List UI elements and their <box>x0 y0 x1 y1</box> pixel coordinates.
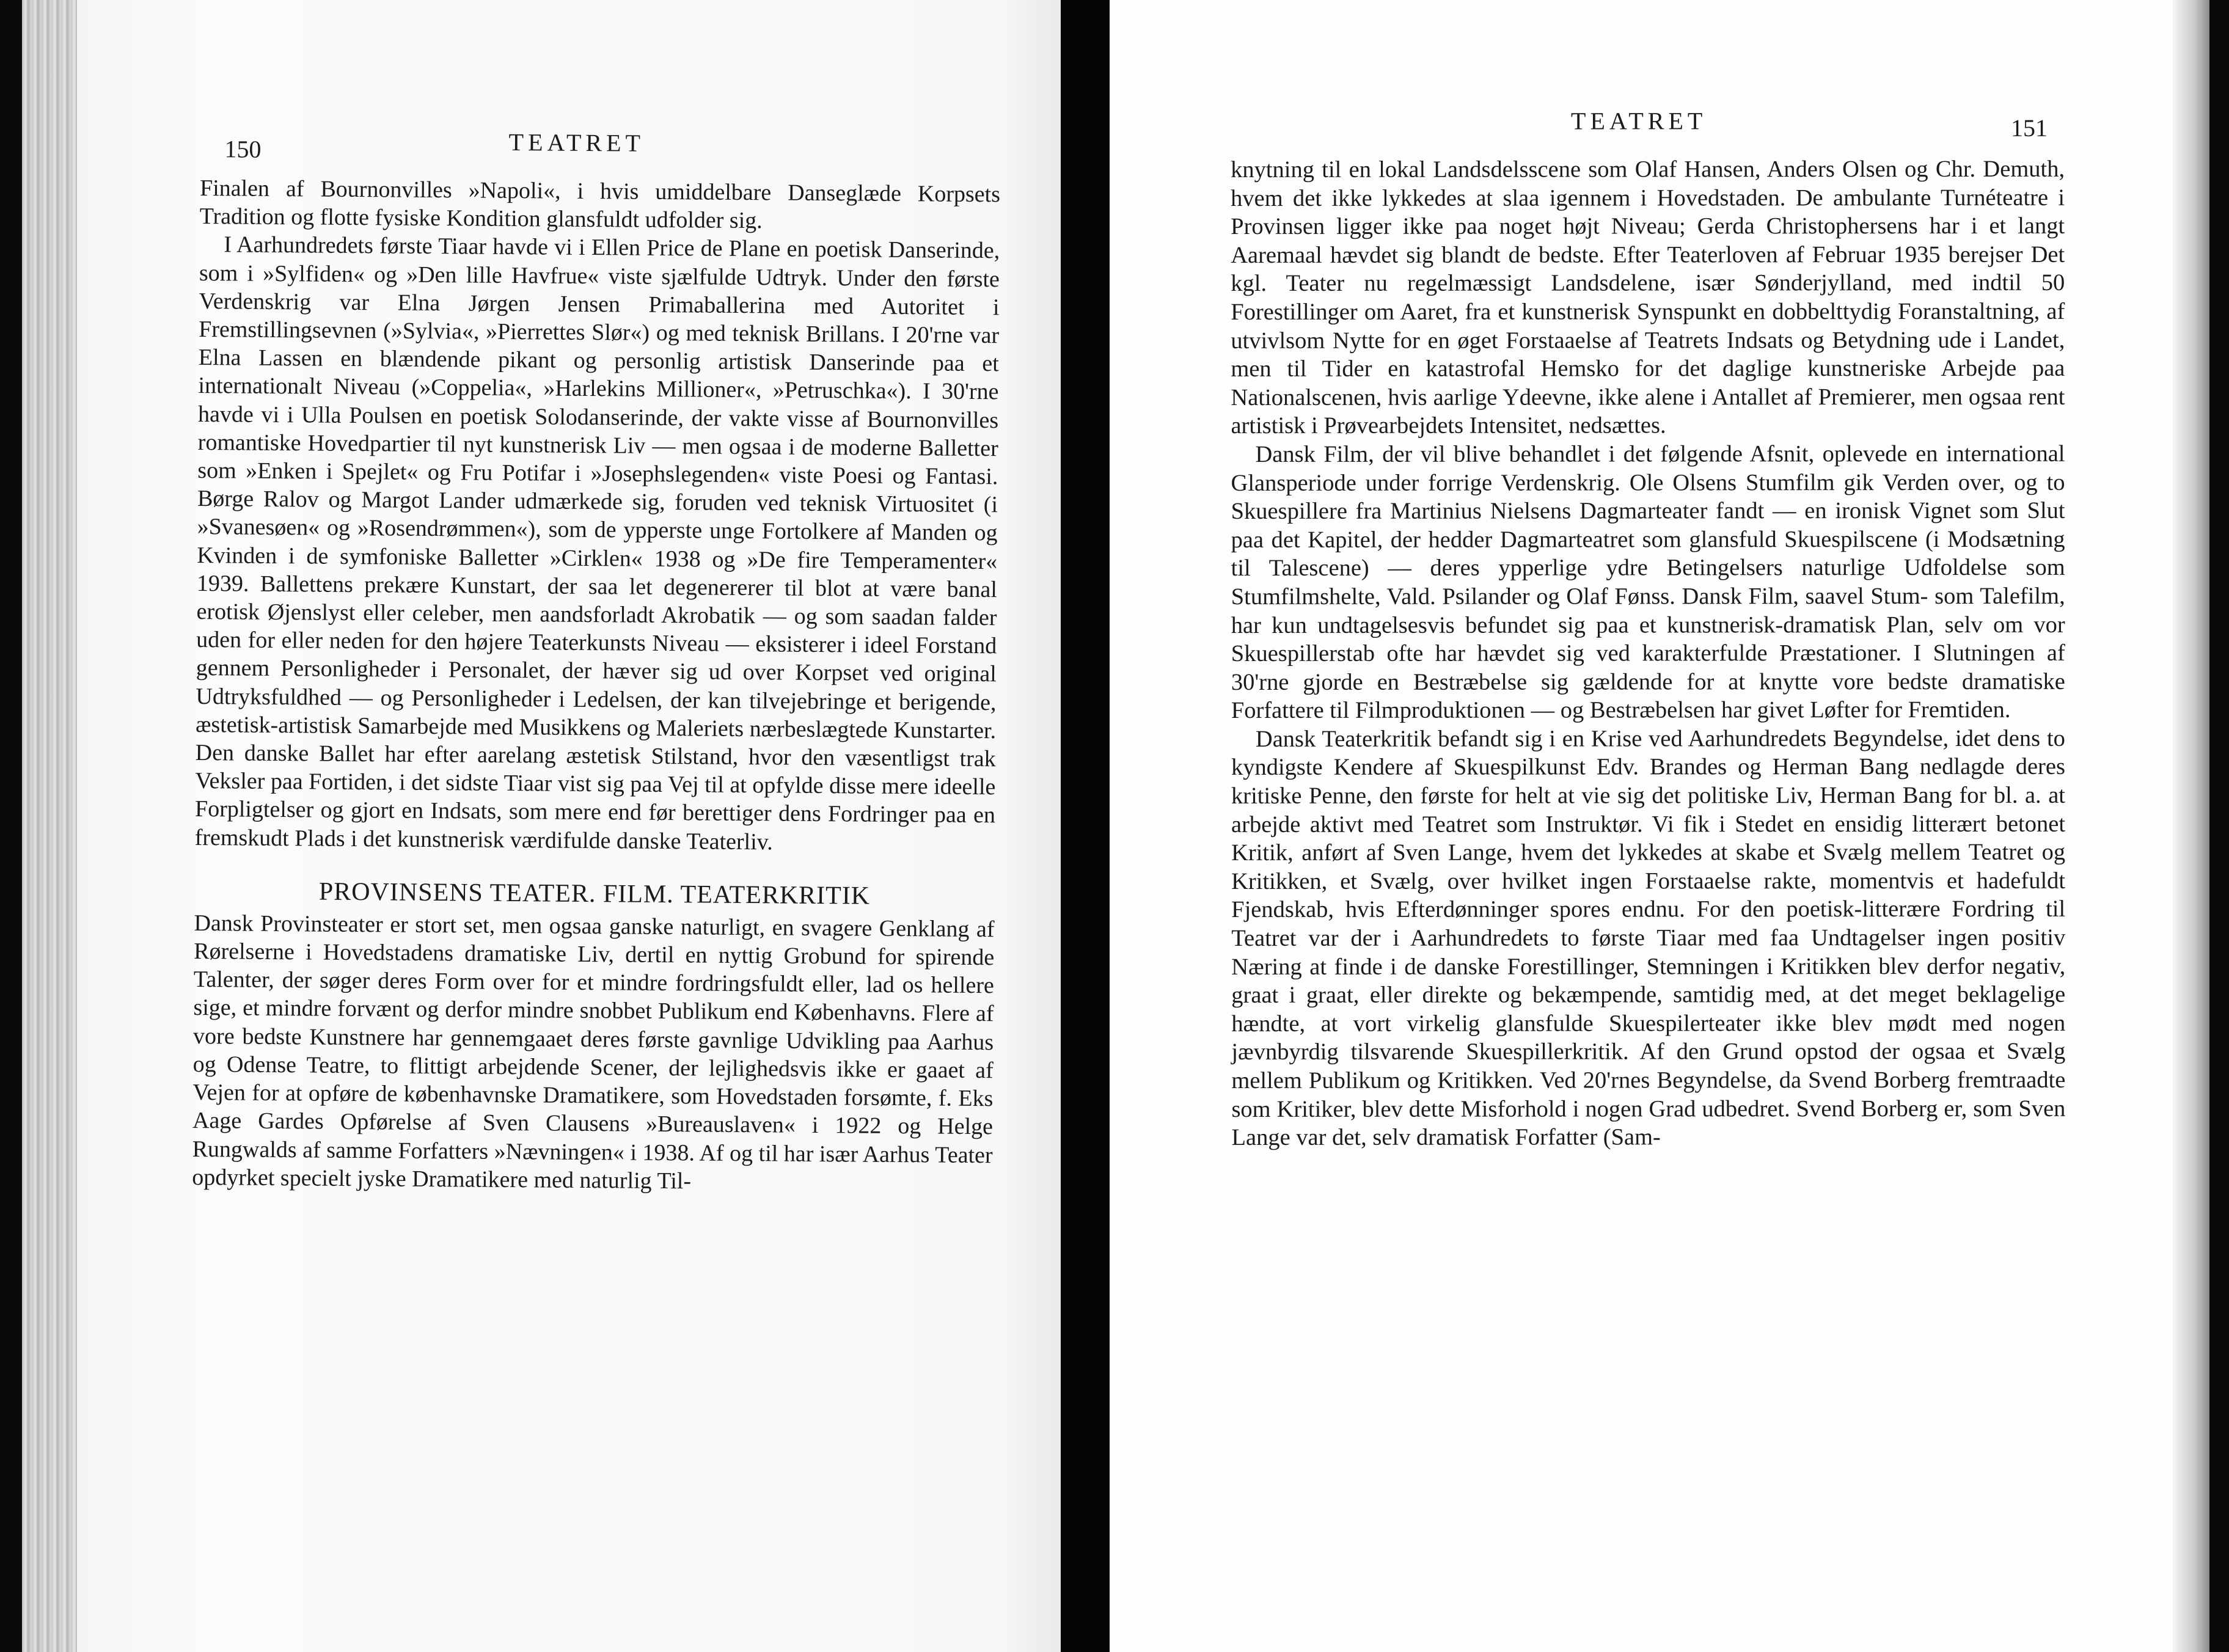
running-head <box>1231 106 2065 150</box>
running-head <box>200 113 1001 162</box>
section-heading: PROVINSENS TEATER. FILM. TEATERKRITIK <box>318 877 871 910</box>
paragraph: Dansk Teaterkritik befandt sig i en Krise ved Aarhundredets Begyndelse, idet dens to kyndigste Kendere af Skuespilkunst Edv. Brandes og Herman Bang nedlagde deres kritiske Penne, den første for helt at vie sig det politiske Liv, Herman Bang for bl. a. at arbejde aktivt med Teatret som Instruktør. Vi fik i Stedet en ensidig litterært betonet Kritik, anført af Sven Lange, hvem det lykkedes at skabe et Svælg mellem Teatret og Kritikken, et Svælg, over hvilket ingen Forstaaelse rakte, momentvis et hadefuldt Fjendskab, hvis Efterdønninger spores endnu. For den poetisk-litterære Fordring til Teatret var der i Aarhundredets to første Tiaar med faa Undtagelser ingen positiv Næring at finde i de danske Forestillinger, Stemningen i Kritikken blev derfor negativ, graat i graat, eller direkte og bekæmpende, samtidig med, at det meget beklagelige hændte, at vort virkelig glansfulde Skuespilerteater ikke blev mødt med nogen jævnbyrdig tilsvarende Skuespillerkritik. Af den Grund opstod der ogsaa et Svælg mellem Publikum og Kritikken. Ved 20'rnes Begyndelse, da Svend Borberg fremtraadte som Kritiker, blev dette Misforhold i nogen Grad udbedret. Svend Borberg er, som Sven Lange var det, selv dramatisk Forfatter (Sam- <box>1231 725 2066 1151</box>
page-edge <box>2173 0 2209 1652</box>
book-gutter <box>1061 0 1110 1652</box>
right-page-content <box>1231 106 2065 1152</box>
paragraph: Finalen af Bournonvilles »Napoli«, i hvis umiddelbare Danseglæde Korpsets Tradition og flotte fysiske Kondition glansfuldt udfolder sig. <box>199 175 1001 234</box>
running-head-title: TEATRET <box>1571 107 1707 135</box>
body-text <box>1231 155 2065 1152</box>
right-page <box>1110 0 2209 1652</box>
paragraph: Dansk Film, der vil blive behandlet i det følgende Afsnit, oplevede en international Glansperiode under forrige Verdenskrig. Ole Olsens Stumfilm gik Verden over, og to Skuespillere fra Martinius Nielsens Dagmarteater fandt — en ironisk Vignet som Slut paa det Kapitel, der hedder Dagmarteatret som glansfuld Skuespilscene (i Modsætning til Talescene) — deres ypperlige ydre Betingelsers naturlige Udfoldelse som Stumfilmshelte, Vald. Psilander og Olaf Fønss. Dansk Film, saavel Stum- som Talefilm, har kun undtagelsesvis befundet sig paa et kunstnerisk-dramatisk Plan, selv om vor Skuespillerstab ofte har hævdet sig ved karakterfulde Præstationer. I Slutningen af 30'rne gjorde en Bestræbelse sig gældende for at knytte vore bedste dramatiske Forfattere til Filmproduktionen — og Bestræbelsen har givet Løfter for Fremtiden. <box>1231 440 2065 724</box>
running-head-title: TEATRET <box>508 128 645 157</box>
paragraph: Dansk Provinsteater er stort set, men ogsaa ganske naturligt, en svagere Genklang af Rørelserne i Hovedstadens dramatiske Liv, dertil en nyttig Grobund for spirende Talenter, der søger deres Form over for et mindre fordringsfuldt eller, lad os hellere sige, et mindre forvænt og derfor mindre snobbet Publikum end Københavns. Flere af vore bedste Kunstnere har gennemgaaet deres første gavnlige Udvikling paa Aarhus og Odense Teatre, to flittigt arbejdende Scener, der lejlighedsvis ikke er gaaet af Vejen for at opføre de københavnske Dramatikere, som Hovedstaden forsømte, f. Eks Aage Gardes Opførelse af Sven Clausens »Bureauslaven« i 1922 og Helge Rungwalds af samme Forfatters »Nævningen« i 1938. Af og til har især Aarhus Teater opdyrket specielt jyske Dramatikere med naturlig Til- <box>192 910 995 1194</box>
page-number: 151 <box>2011 114 2048 142</box>
left-page-content <box>192 113 1001 1197</box>
page-number: 150 <box>224 135 262 163</box>
paragraph: I Aarhundredets første Tiaar havde vi i Ellen Price de Plane en poetisk Danserinde, som i »Sylfiden« og »Den lille Havfrue« viste sjælfulde Udtryk. Under den første Verdenskrig var Elna Jørgen Jensen Primaballerina med Autoritet i Fremstillingsevnen (»Sylvia«, »Pierrettes Slør«) og med teknisk Brillans. I 20'rne var Elna Lassen en blændende pikant og personlig artistisk Danserinde paa et internationalt Niveau (»Coppelia«, »Harlekins Millioner«, »Petruschka«). I 30'rne havde vi i Ulla Poulsen en poetisk Solodanserinde, der vakte visse af Bournonvilles romantiske Hovedpartier til nyt kunstnerisk Liv — men ogsaa i de moderne Balletter som »Enken i Spejlet« og Fru Potifar i »Josephslegenden« viste Poesi og Fantasi. Børge Ralov og Margot Lander udmærkede sig, foruden ved teknisk Virtuositet (i »Svanesøen« og »Rosendrømmen«), som de ypperste unge Fortolkere af Manden og Kvinden i de symfoniske Balletter »Cirklen« 1938 og »De fire Temperamenter« 1939. Ballettens prekære Kunstart, der saa let degenererer til blot at være banal erotisk Øjenslyst eller celeber, men aandsforladt Akrobatik — og som saadan falder uden for eller neden for den højere Teaterkunsts Niveau — eksisterer i ideel Forstand gennem Personligheder i Personalet, der hæver sig ud over Korpset ved original Udtryksfuldhed — og Personligheder i Ledelsen, der kan tilvejebringe et berigende, æstetisk-artistisk Samarbejde med Musikkens og Maleriets nærbeslægtede Kunstarter. Den danske Ballet har efter aarelang æstetisk Stilstand, hvor den væsentligst trak Veksler paa Fortiden, i det sidste Tiaar vist sig paa Vej til at opfylde disse mere ideelle Forpligtelser og gjort en Indsats, som mere end før berettiger dens Fordringer paa en fremskudt Plads i det kunstnerisk værdifulde danske Teaterliv. <box>194 232 1000 855</box>
body-text <box>192 174 1000 1197</box>
paragraph: knytning til en lokal Landsdelsscene som Olaf Hansen, Anders Olsen og Chr. Demuth, hvem det ikke lykkedes at slaa igennem i Hovedstaden. De ambulante Turnéteatre i Provinsen ligger ikke paa noget højt Niveau; Gerda Christophersens har i et langt Aaremaal hævdet sig blandt de bedste. Efter Teaterloven af Februar 1935 berejser Det kgl. Teater nu regelmæssigt Landsdelene, især Sønderjylland, med indtil 50 Forestillinger om Aaret, fra et kunstnerisk Synspunkt en dobbelttydig Foranstaltning, af utvivlsom Nytte for en øget Forstaaelse af Teatrets Indsats og Betydning ude i Landet, men til Tider en katastrofal Hemsko for det daglige kunstneriske Arbejde paa Nationalscenen, hvis aarlige Ydeevne, ikke alene i Antallet af Premierer, men ogsaa rent artistisk i Prøvearbejdets Intensitet, nedsættes. <box>1231 156 2065 439</box>
page-edges <box>22 0 77 1652</box>
left-page <box>22 0 1061 1652</box>
